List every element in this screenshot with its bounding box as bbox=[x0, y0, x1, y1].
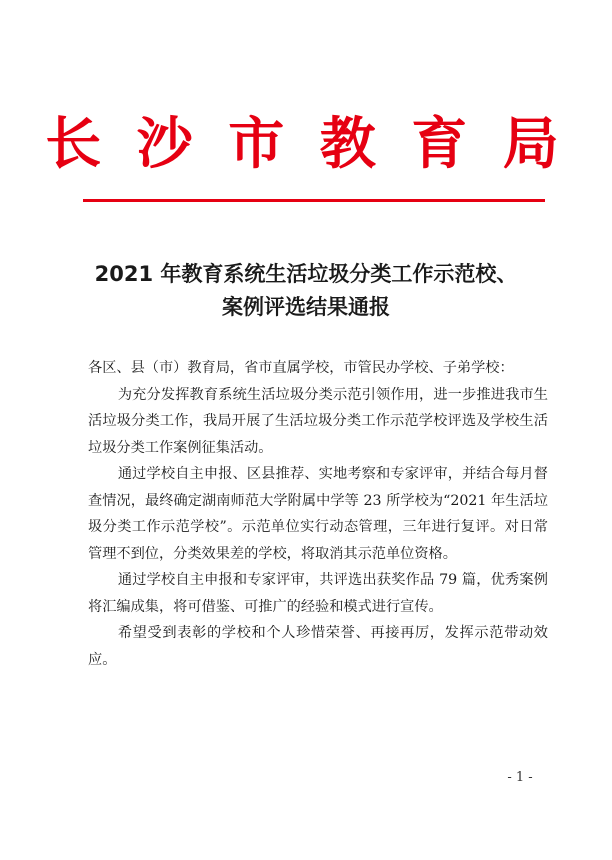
page-number: - 1 - bbox=[507, 770, 533, 785]
document-title-line-2: 案例评选结果通报 bbox=[222, 295, 390, 319]
salutation: 各区、县（市）教育局，省市直属学校，市管民办学校、子弟学校： bbox=[88, 360, 514, 376]
document-title-line-1: 2021 年教育系统生活垃圾分类工作示范校、 bbox=[94, 262, 518, 286]
paragraph-3: 通过学校自主申报和专家评审，共评选出获奖作品 79 篇，优秀案例将汇编成集，将可借鉴、可推广的经验和模式进行宣传。 bbox=[88, 572, 548, 615]
paragraph-2: 通过学校自主申报、区县推荐、实地考察和专家评审，并结合每月督查情况，最终确定湖南师范大学附属中学等 23 所学校为“2021 年生活垃圾分类工作示范学校”。示范单位实行动态管理，三年进行复评。对日常管理不到位，分类效果差的学校，将取消其示范单位资格。 bbox=[88, 466, 548, 562]
paragraph-4: 希望受到表彰的学校和个人珍惜荣誉、再接再厉，发挥示范带动效应。 bbox=[88, 625, 548, 668]
letterhead-title: 长 沙 市 教 育 局 bbox=[45, 111, 567, 177]
document-body bbox=[88, 355, 548, 673]
paragraph-1: 为充分发挥教育系统生活垃圾分类示范引领作用，进一步推进我市生活垃圾分类工作，我局开展了生活垃圾分类工作示范学校评选及学校生活垃圾分类工作案例征集活动。 bbox=[88, 386, 548, 456]
letterhead-red-rule bbox=[83, 199, 545, 202]
document-title bbox=[60, 258, 552, 324]
